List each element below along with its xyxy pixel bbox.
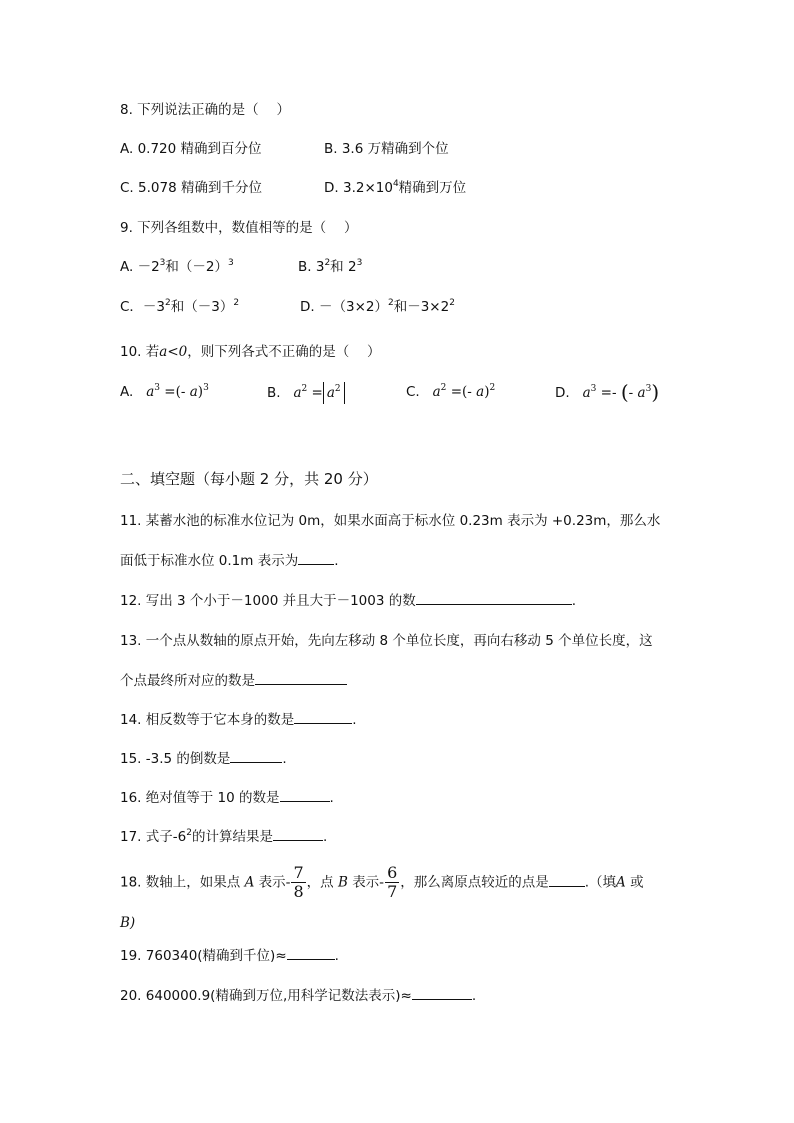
q13-blank[interactable]: [255, 670, 347, 685]
q20: 20. 640000.9(精确到万位,用科学记数法表示)≈ .: [120, 985, 476, 1006]
q9-option-a: A. $-2^3$和$(-2)^3$: [120, 258, 234, 275]
fraction-7-8: $\frac{7}{8}$: [293, 863, 304, 901]
q16-blank[interactable]: [280, 787, 330, 802]
q9-option-d: D. $-(3\times 2)^2$和$-3\times 2^2$: [300, 298, 455, 315]
q18-line2: B): [120, 915, 136, 931]
q17-blank[interactable]: [273, 826, 323, 841]
q19-blank[interactable]: [287, 945, 335, 960]
q8-option-c: C. 5.078 精确到千分位: [120, 180, 262, 196]
q10-formula-d: $a^3$ =- (- $a^3$): [582, 380, 660, 404]
q10-stem: 10. 若a<0，则下列各式不正确的是（ ）: [120, 344, 381, 360]
q10-option-c: C. $a^2$ =(- a)$^2$: [406, 383, 496, 400]
q10-option-a: A. $a^3$ =(- a)$^3$: [120, 383, 209, 400]
q17: 17. 式子$-6^2$的计算结果是 .: [120, 828, 328, 845]
q16: 16. 绝对值等于 10 的数是 .: [120, 787, 334, 808]
q15: 15. -3.5 的倒数是 .: [120, 748, 287, 769]
q15-blank[interactable]: [230, 748, 282, 763]
q18-blank[interactable]: [549, 872, 585, 887]
q10-formula-a: $a^3$ =(- a)$^3$: [146, 383, 209, 400]
q8-option-b: B. 3.6 万精确到个位: [324, 141, 449, 157]
q9-option-c: C．$-3^2$和$(-3)^2$: [120, 298, 240, 315]
section-title: 二、填空题（每小题 2 分，共 20 分）: [120, 470, 378, 488]
q11-blank[interactable]: [298, 550, 334, 565]
q9-option-b: B. $3^2$和 $2^3$: [298, 258, 363, 275]
q10-option-b: B. $a^2 = a^2$: [267, 382, 345, 404]
q10-formula-b: $a^2 = a^2$: [285, 385, 345, 401]
q11-line1: 11. 某蓄水池的标准水位记为 0m，如果水面高于标水位 0.23m 表示为 +0.23m，那么水: [120, 513, 661, 529]
q20-blank[interactable]: [412, 985, 472, 1000]
q10-option-d: D. $a^3$ =- (- $a^3$): [555, 380, 660, 404]
q14: 14. 相反数等于它本身的数是 .: [120, 709, 357, 730]
q13-line1: 13. 一个点从数轴的原点开始，先向左移动 8 个单位长度，再向右移动 5 个单位长度，这: [120, 633, 653, 649]
q9-stem: 9. 下列各组数中，数值相等的是（ ）: [120, 220, 358, 236]
q8-stem: 8. 下列说法正确的是（ ）: [120, 102, 290, 118]
q18-line1: 18. 数轴上，如果点 A 表示- $\frac{7}{8}$ ，点 B 表示- $\frac{6}{7}$ ，那么离原点较近的点是 .（填A 或: [120, 863, 644, 901]
q12: 12. 写出 3 个小于－1000 并且大于－1003 的数 .: [120, 590, 576, 611]
q8-option-a: A. 0.720 精确到百分位: [120, 141, 262, 157]
fraction-6-7: $\frac{6}{7}$: [387, 863, 398, 901]
q8-option-d: D. $3.2\times 10^4$精确到万位: [324, 179, 467, 196]
q14-blank[interactable]: [294, 709, 352, 724]
q19: 19. 760340(精确到千位)≈ .: [120, 945, 339, 966]
q10-formula-c: $a^2$ =(- a)$^2$: [432, 383, 496, 400]
q13-line2: 个点最终所对应的数是: [120, 670, 347, 691]
q11-line2: 面低于标准水位 0.1m 表示为 .: [120, 550, 339, 571]
q12-blank[interactable]: [416, 590, 572, 605]
